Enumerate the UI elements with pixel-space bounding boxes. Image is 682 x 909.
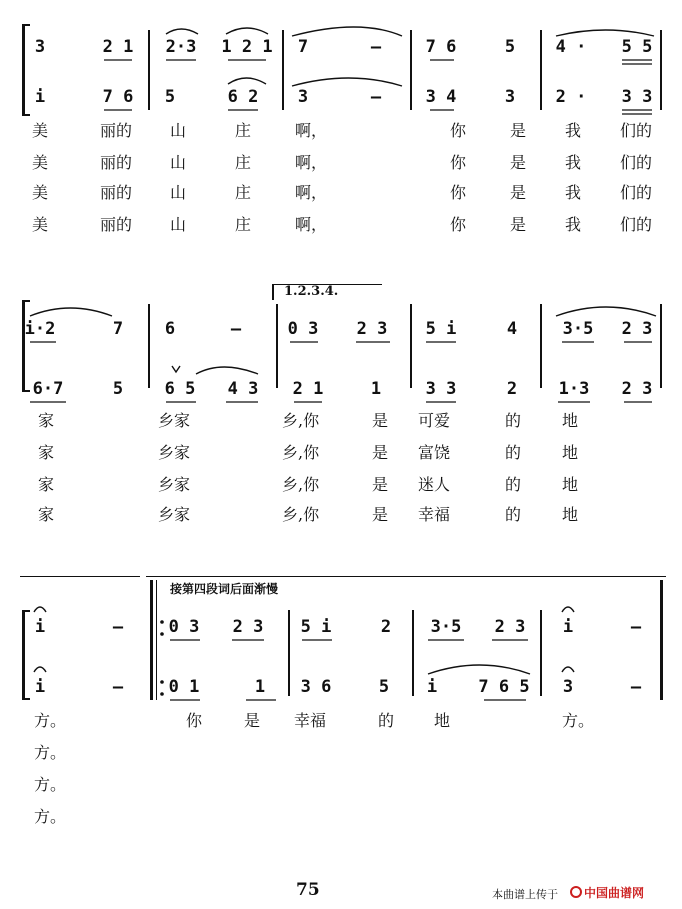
note: 3·5	[430, 617, 462, 637]
slur	[292, 27, 402, 36]
page-number: 75	[296, 880, 320, 900]
note: 5	[378, 677, 390, 697]
note: 3 3	[425, 379, 457, 399]
note: 2	[380, 617, 392, 637]
note: 2 3	[621, 379, 653, 399]
note: 1	[254, 677, 266, 697]
note: 3 3	[621, 87, 653, 107]
note: 4	[506, 319, 518, 339]
note: 7	[112, 319, 124, 339]
note: 6 5	[164, 379, 196, 399]
note: 5	[112, 379, 124, 399]
note: 3·5	[562, 319, 594, 339]
note: i	[426, 677, 438, 697]
note: i	[34, 87, 46, 107]
note: —	[112, 677, 124, 697]
tempo-annotation: 接第四段词后面渐慢	[170, 582, 279, 596]
slur	[30, 308, 112, 316]
note: 4 ·	[555, 37, 587, 57]
fermata	[34, 667, 46, 672]
note: 2 3	[621, 319, 653, 339]
slur	[428, 665, 530, 674]
note: 7	[297, 37, 309, 57]
note: 3 4	[425, 87, 457, 107]
note: 3	[297, 87, 309, 107]
note: 3 6	[300, 677, 332, 697]
note: 1	[370, 379, 382, 399]
note: —	[370, 87, 382, 107]
slur	[166, 29, 198, 34]
note: —	[370, 37, 382, 57]
note: —	[230, 319, 242, 339]
note: 7 6	[102, 87, 134, 107]
note: 2 ·	[555, 87, 587, 107]
note: i	[562, 617, 574, 637]
slur	[556, 307, 656, 316]
note: —	[630, 677, 642, 697]
note: 6·7	[32, 379, 64, 399]
note: 3	[34, 37, 46, 57]
site-logo: 中国曲谱网	[584, 886, 645, 900]
note: 2 3	[494, 617, 526, 637]
note: 2 3	[356, 319, 388, 339]
note: 7 6 5	[478, 677, 530, 697]
note: 2·3	[165, 37, 197, 57]
note: i	[34, 617, 46, 637]
note: 4 3	[227, 379, 259, 399]
note: 5	[164, 87, 176, 107]
note: 0 3	[287, 319, 319, 339]
fermata	[562, 667, 574, 672]
slur	[226, 28, 268, 34]
note: 7 6	[425, 37, 457, 57]
upload-note: 本曲谱上传于	[492, 888, 558, 901]
note: 0 1	[168, 677, 200, 697]
slur	[196, 367, 258, 374]
fermata	[34, 607, 46, 612]
note: i	[34, 677, 46, 697]
note: 2	[506, 379, 518, 399]
note: 6	[164, 319, 176, 339]
note: 5 i	[300, 617, 332, 637]
note: i·2	[24, 319, 56, 339]
note: 6 2	[227, 87, 259, 107]
note: 2 1	[102, 37, 134, 57]
fermata	[562, 607, 574, 612]
note: —	[630, 617, 642, 637]
slur	[292, 78, 402, 86]
note: 5	[504, 37, 516, 57]
note: 1 2 1	[221, 37, 273, 57]
note: 5 i	[425, 319, 457, 339]
note: —	[112, 617, 124, 637]
note: 2 3	[232, 617, 264, 637]
note: 3	[562, 677, 574, 697]
slur	[556, 30, 654, 36]
note: 3	[504, 87, 516, 107]
slur	[228, 78, 266, 84]
breath-mark	[172, 366, 180, 372]
note: 2 1	[292, 379, 324, 399]
note: 0 3	[168, 617, 200, 637]
note: 1·3	[558, 379, 590, 399]
logo-icon	[570, 886, 582, 898]
note: 5 5	[621, 37, 653, 57]
volta-label: 1.2.3.4.	[284, 284, 339, 299]
